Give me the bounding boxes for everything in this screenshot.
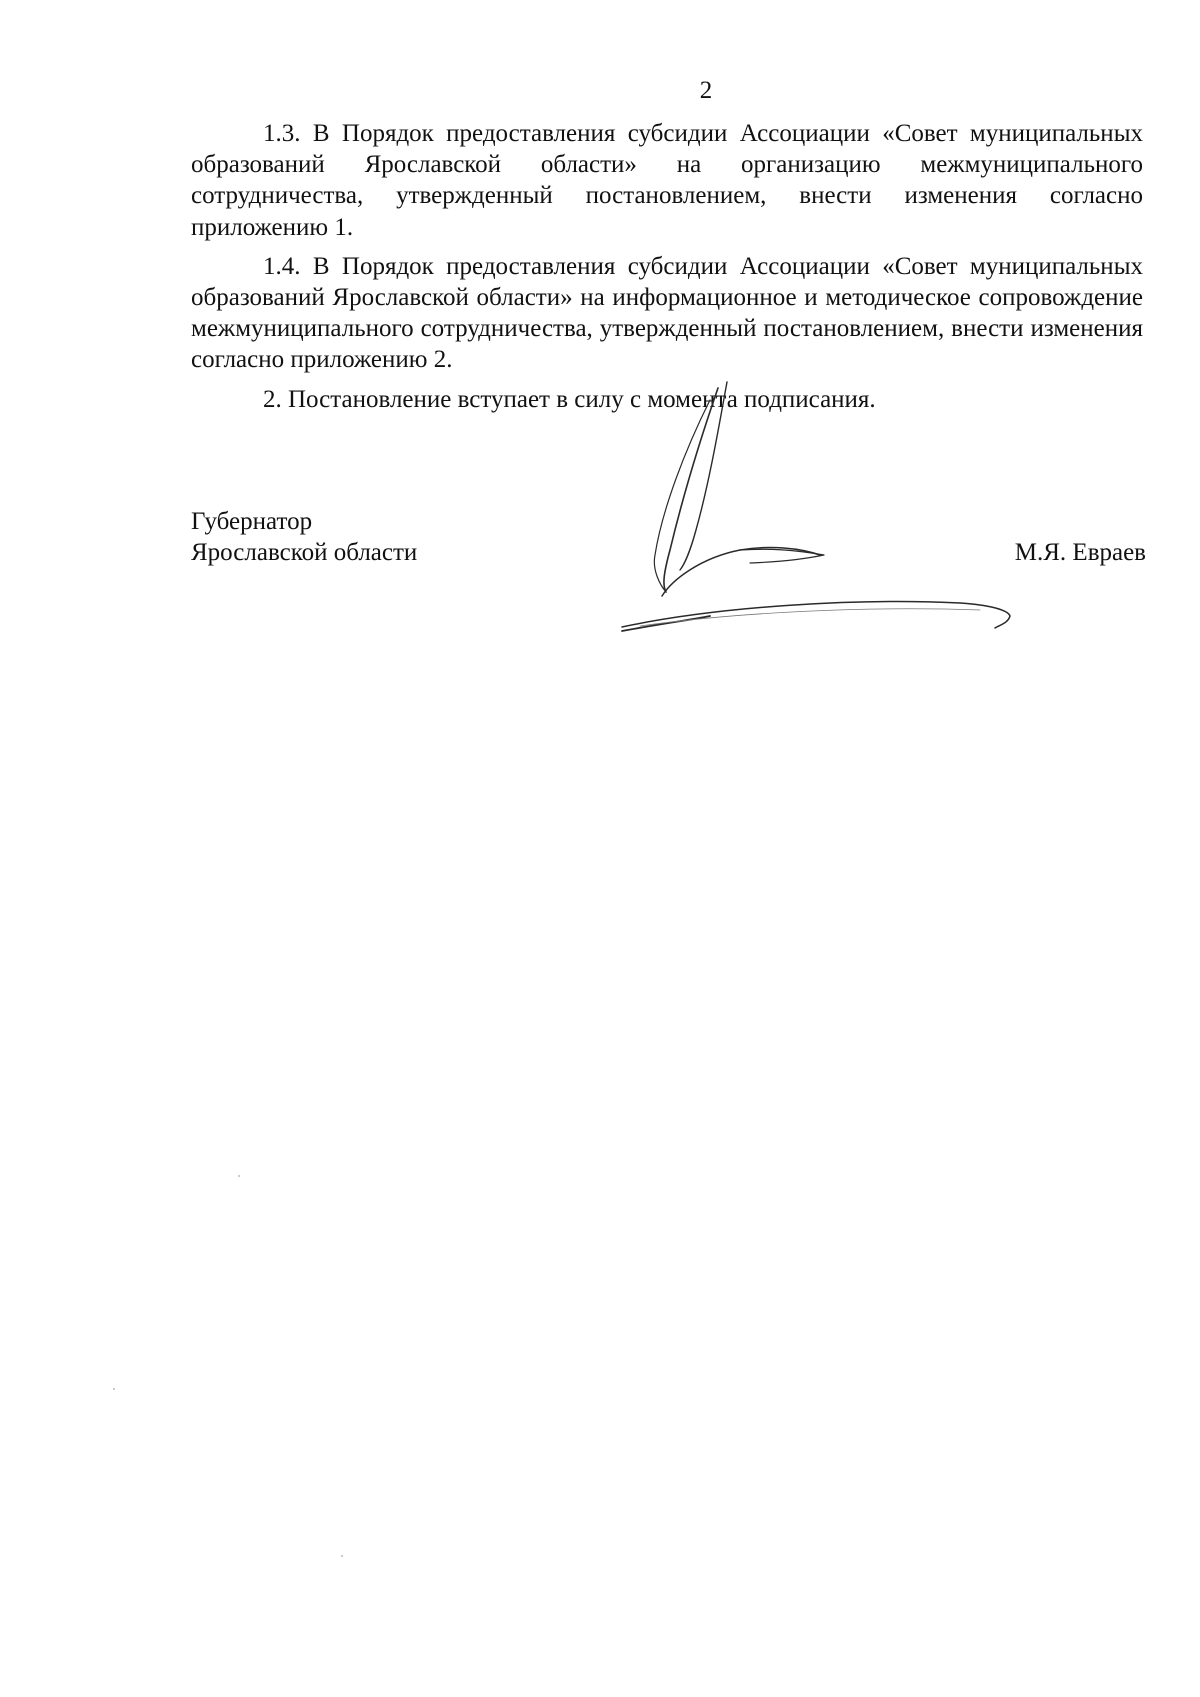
signatory-title-line-1: Губернатор <box>191 508 313 535</box>
paragraph-1-3: 1.3. В Порядок предоставления субсидии Ассоциации «Совет муниципальных образований Ярославской области» на организацию межмуниципального сотрудничества, утвержденный постановлением, внести изменения согласно приложению 1. <box>191 120 1143 241</box>
paragraph-1-4: 1.4. В Порядок предоставления субсидии Ассоциации «Совет муниципальных образований Ярославской области» на информационное и методическое сопровождение межмуниципального сотрудничества, утвержденный постановлением, внести изменения согласно приложению 2. <box>191 252 1143 374</box>
scan-speck <box>341 1555 343 1557</box>
signatory-title-line-2: Ярославской области <box>191 539 418 566</box>
paragraph-2: 2. Постановление вступает в силу с момента подписания. <box>263 385 876 413</box>
document-body <box>191 118 1143 415</box>
scan-speck <box>238 1175 240 1177</box>
signatory-name: М.Я. Евраев <box>1014 539 1146 566</box>
page-number: 2 <box>699 77 713 104</box>
scan-speck <box>113 1388 115 1390</box>
signatory-title <box>191 506 591 568</box>
handwritten-signature <box>600 380 1040 640</box>
